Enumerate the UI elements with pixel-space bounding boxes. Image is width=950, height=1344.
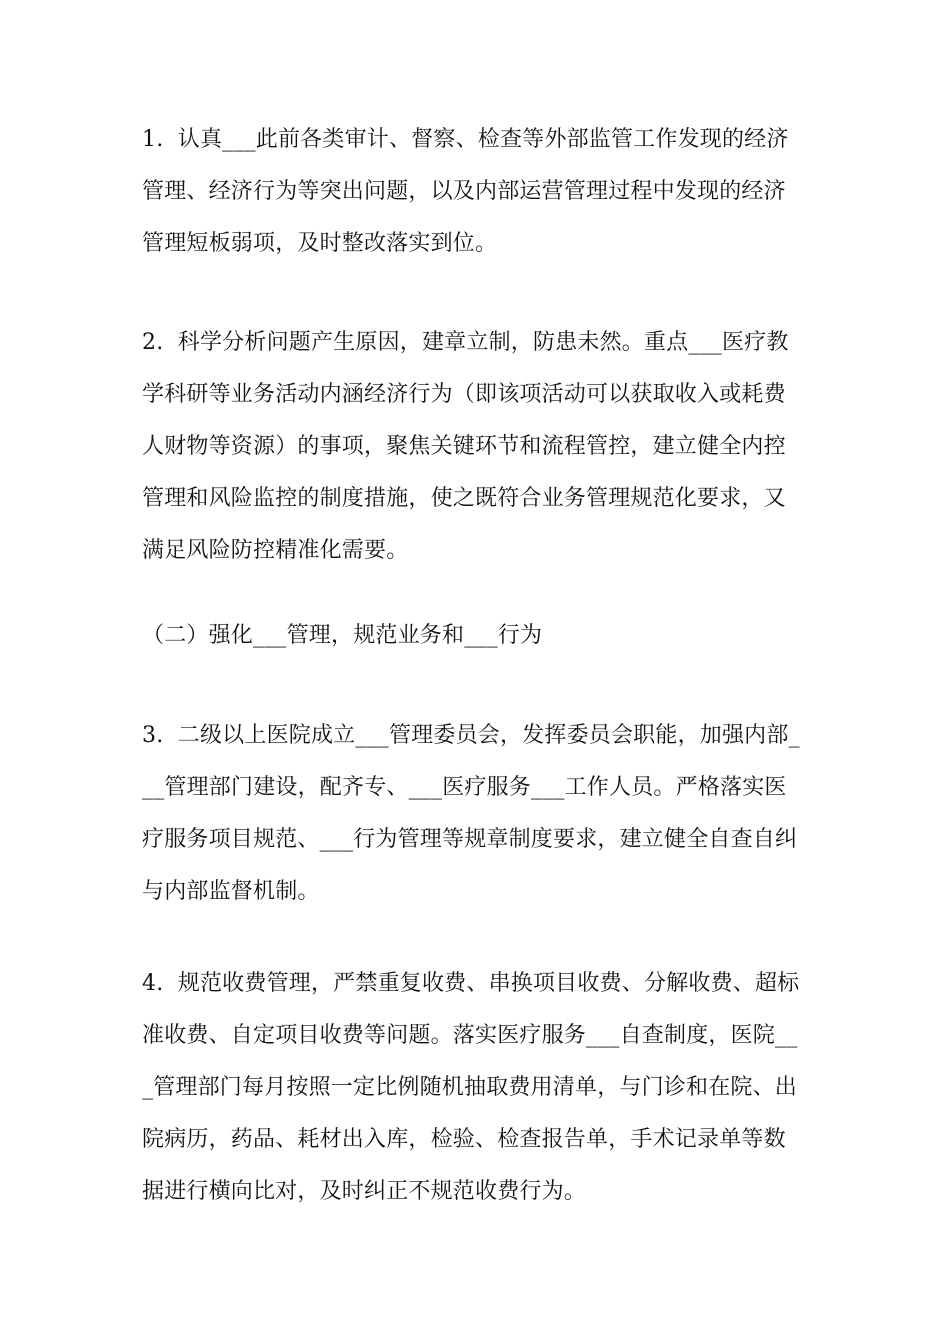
paragraph-item-1 — [142, 114, 822, 270]
text-line: _管理部门每月按照一定比例随机抽取费用清单，与门诊和在院、出 — [142, 1075, 798, 1100]
text-line: （二）强化___管理，规范业务和___行为 — [142, 623, 543, 648]
text-line: 2. 科学分析问题产生原因，建章立制，防患未然。重点___医疗教 — [142, 330, 789, 355]
text-line: __管理部门建设，配齐专、___医疗服务___工作人员。严格落实医 — [142, 775, 787, 800]
text-line: 管理和风险监控的制度措施，使之既符合业务管理规范化要求，又 — [142, 486, 786, 511]
text-line: 管理、经济行为等突出问题，以及内部运营管理过程中发现的经济 — [142, 179, 786, 204]
text-line: 学科研等业务活动内涵经济行为（即该项活动可以获取收入或耗费 — [142, 382, 786, 407]
text-line: 人财物等资源）的事项，聚焦关键环节和流程管控，建立健全内控 — [142, 434, 786, 459]
paragraph-item-2 — [142, 317, 822, 577]
paragraph-item-4 — [142, 958, 822, 1218]
text-line: 满足风险防控精准化需要。 — [142, 538, 409, 563]
text-line: 院病历，药品、耗材出入库，检验、检查报告单，手术记录单等数 — [142, 1127, 786, 1152]
text-line: 准收费、自定项目收费等问题。落实医疗服务___自查制度，医院__ — [142, 1023, 798, 1048]
text-line: 4. 规范收费管理，严禁重复收费、串换项目收费、分解收费、超标 — [142, 971, 800, 996]
text-line: 与内部监督机制。 — [142, 879, 320, 904]
text-line: 疗服务项目规范、___行为管理等规章制度要求，建立健全自查自纠 — [142, 827, 798, 852]
text-line: 1. 认真___此前各类审计、督察、检查等外部监管工作发现的经济 — [142, 127, 789, 152]
text-line: 3. 二级以上医院成立___管理委员会，发挥委员会职能，加强内部_ — [142, 723, 800, 748]
section-heading — [142, 610, 822, 662]
text-line: 管理短板弱项，及时整改落实到位。 — [142, 231, 498, 256]
paragraph-item-3 — [142, 710, 822, 918]
text-line: 据进行横向比对，及时纠正不规范收费行为。 — [142, 1179, 587, 1204]
